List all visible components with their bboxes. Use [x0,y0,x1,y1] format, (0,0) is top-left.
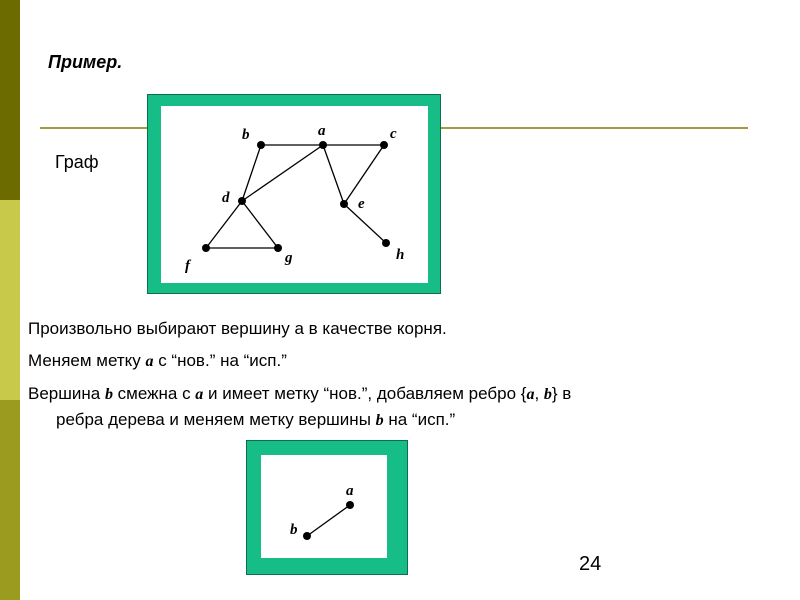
line2-pre: Меняем метку [28,351,146,370]
graph-vertex-label-h: h [396,247,405,263]
page-number: 24 [579,553,602,575]
line3-edge-a: a [526,386,535,403]
graph-vertex-label-f: f [185,258,190,274]
line3-var-b: b [104,386,113,403]
line4-var-b: b [375,412,384,429]
tree-labels [290,483,354,538]
graph-vertex-label-d: d [222,190,230,206]
line3-edge-b: b [543,386,552,403]
tree-vertex-label-a: a [346,483,354,499]
tree-edges [307,505,350,536]
line3-part4: } в [551,384,572,403]
line3-var-a: a [195,386,204,403]
line3-part2: смежна с [112,384,196,403]
tree-edge-a-b [307,505,350,536]
line2-var: a [145,353,154,370]
line3-comma: , [534,384,544,403]
graph-vertex-label-c: c [390,126,397,142]
line4-part1: ребра дерева и меняем метку вершины [56,410,376,429]
line3-part1: Вершина [28,384,105,403]
slide-title: Пример. [48,52,123,72]
line2-post: с “нов.” на “исп.” [153,351,287,370]
graph-vertex-label-a: a [318,123,326,139]
tree-vertex-b [303,532,311,540]
graph-vertex-label-g: g [285,250,293,266]
graph-vertex-label-b: b [242,127,250,143]
tree-vertex-label-b: b [290,522,298,538]
line4-part2: на “исп.” [383,410,456,429]
line3-part3: и имеет метку “нов.”, добавляем ребро { [203,384,527,403]
graph-label: Граф [55,152,99,172]
graph-vertex-label-e: e [358,196,365,212]
tree-vertex-a [346,501,354,509]
line1-text: Произвольно выбирают вершину a в качестве корня. [28,319,447,338]
